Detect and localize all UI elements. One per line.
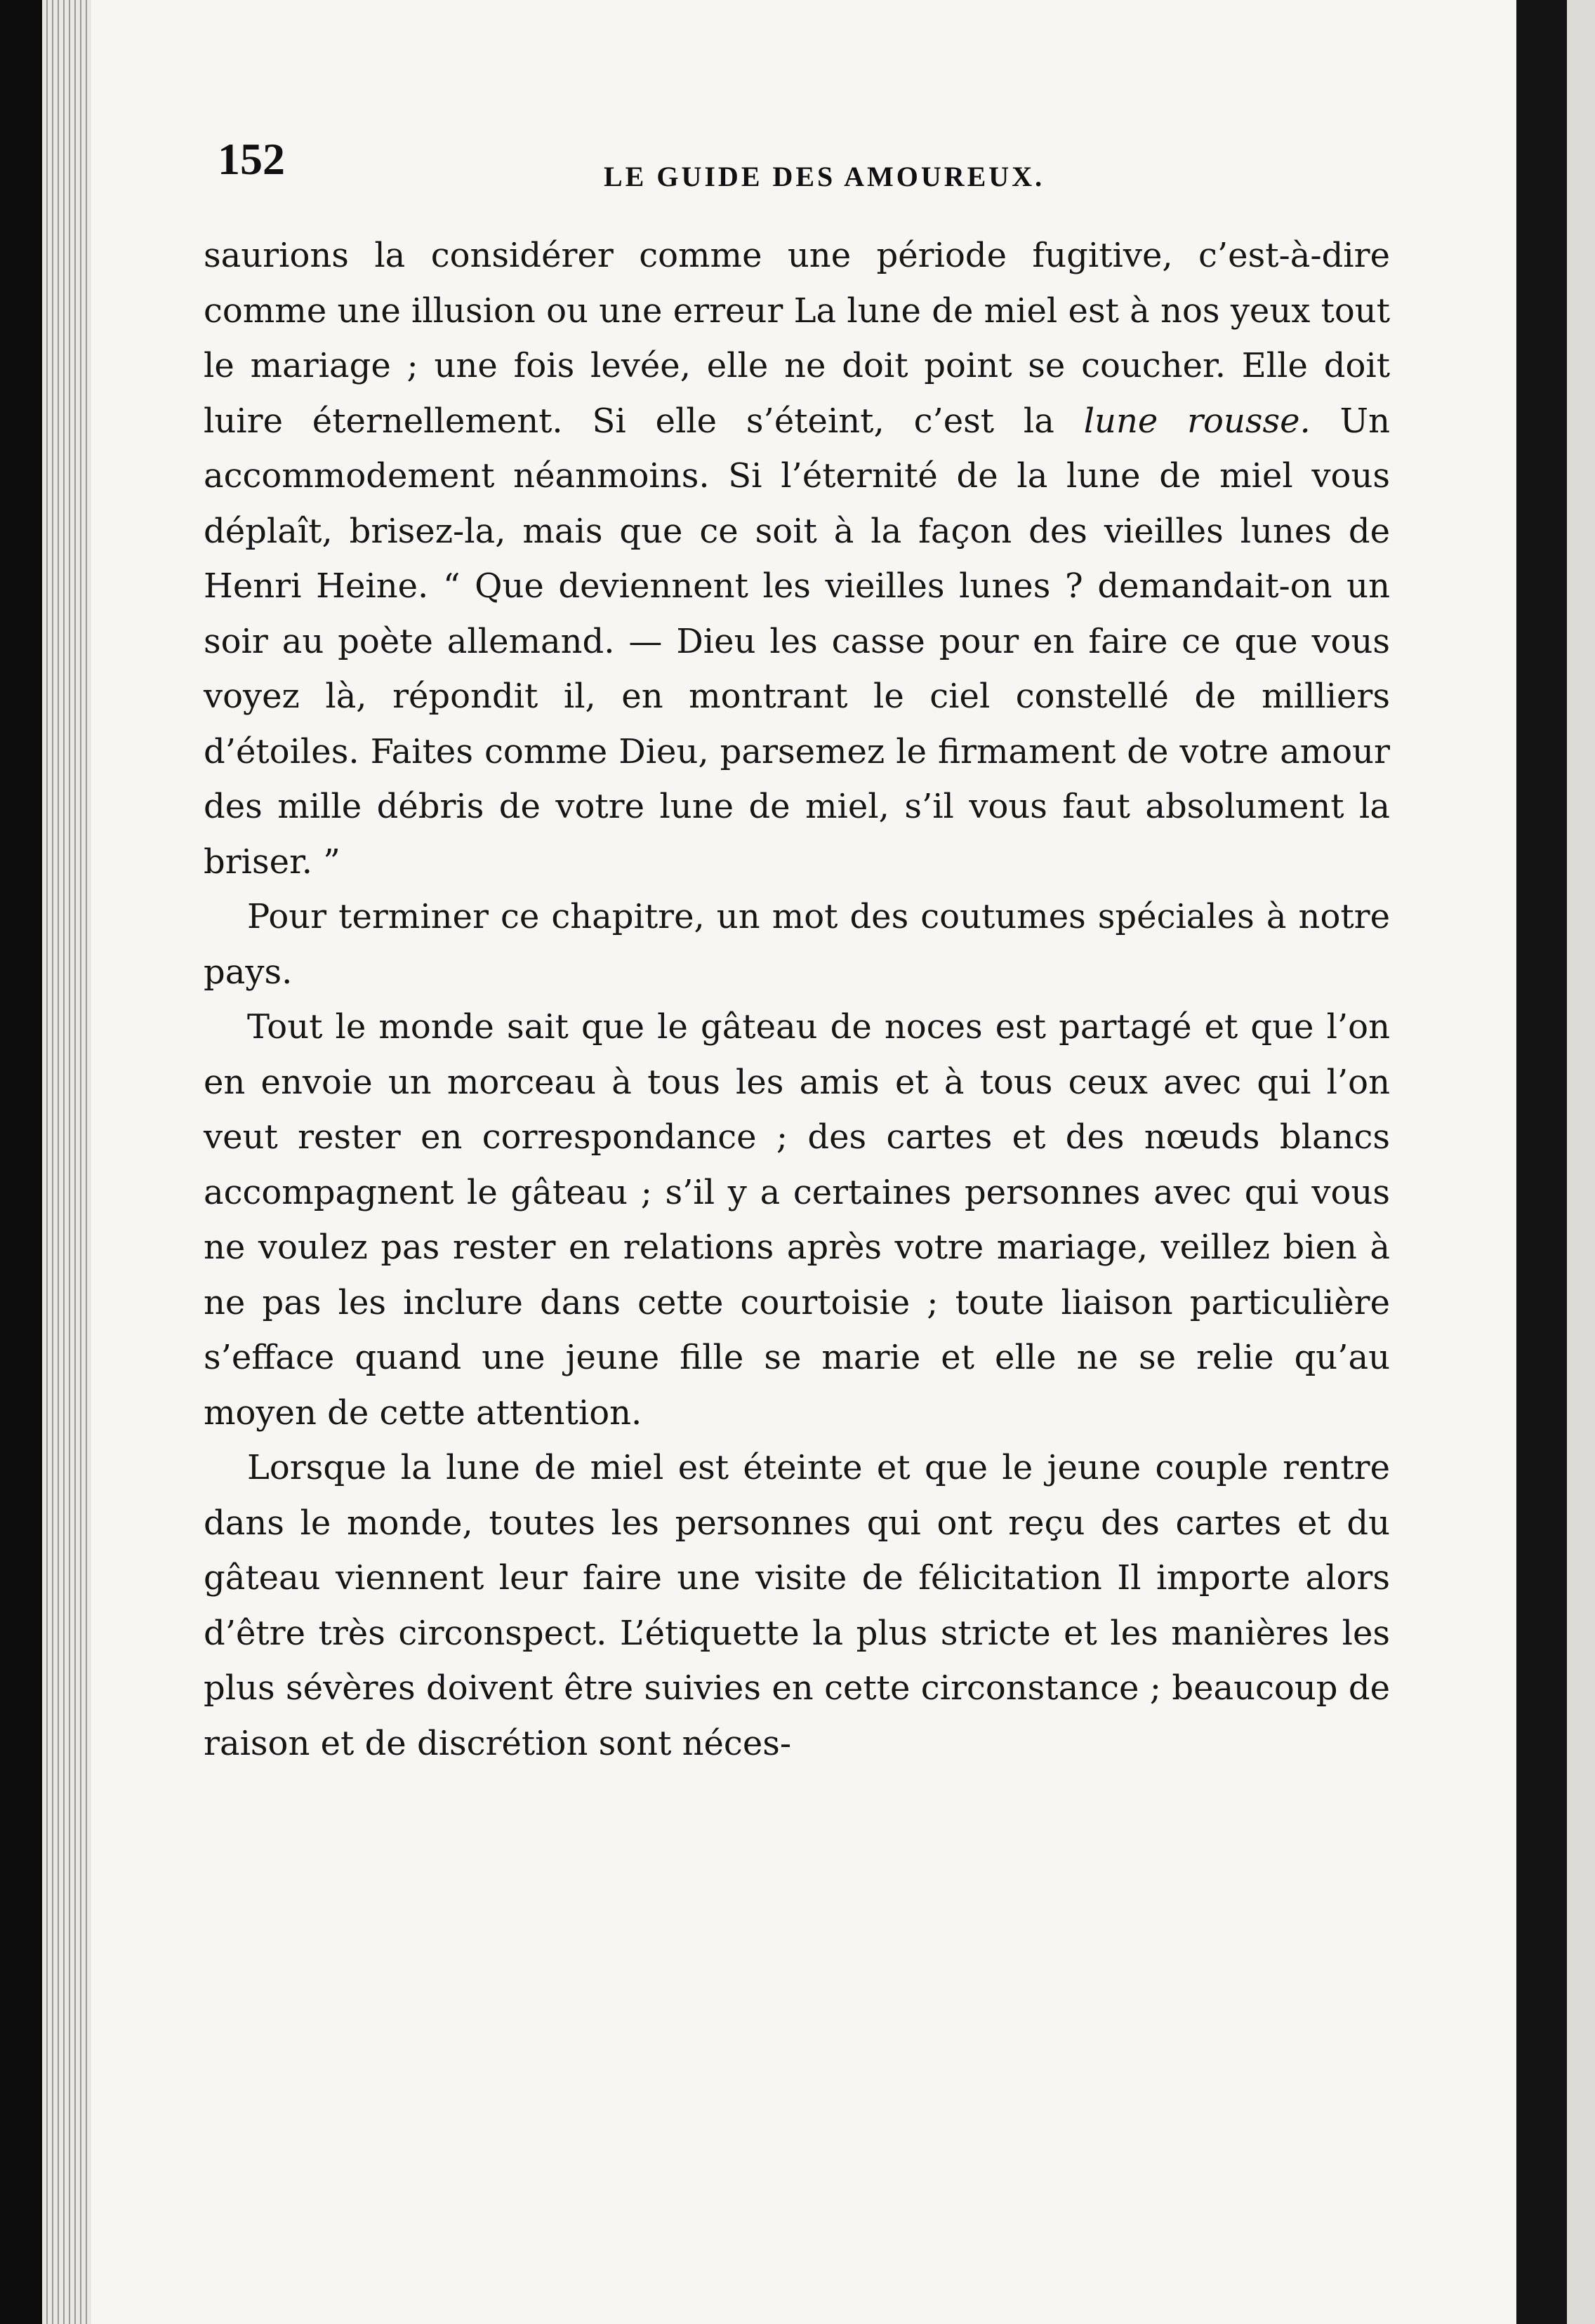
page-body [204,228,1390,1771]
paragraph-1-italic-phrase: lune rousse. [1083,401,1311,441]
next-page-edge [1567,0,1595,2324]
paragraph-4: Lorsque la lune de miel est éteinte et que le jeune couple rentre dans le monde, toutes les personnes qui ont reçu des cartes et du gâteau viennent leur faire une visite de félicitation Il importe alors d’être très circonspect. L’étiquette la plus stricte et les manières les plus sévères doivent être suivies en cette circonstance ; beaucoup de raison et de discrétion sont néces- [204,1448,1390,1763]
paragraph-1-text-start: saurions la considérer comme une période fugitive, c’est-à-dire comme une illusion ou une erreur La lune de miel est à nos yeux tout le mariage ; une fois levée, elle ne doit point se coucher. Elle doit luire éternellement. Si elle s’éteint, c’est la [204,236,1390,441]
page-edges [42,0,91,2324]
paragraph-1 [204,228,1390,889]
paragraph-1-text-end: Un accommodement néanmoins. Si l’éternité de la lune de miel vous déplaît, brisez-la, mais que ce soit à la façon des vieilles lunes de Henri Heine. “ Que deviennent les vieilles lunes ? demandait-on un soir au poète allemand. — Dieu les casse pour en faire ce que vous voyez là, répondit il, en montrant le ciel constellé de milliers d’étoiles. Faites comme Dieu, parsemez le firmament de votre amour des mille débris de votre lune de miel, s’il vous faut absolument la briser. ” [204,401,1391,882]
paragraph-2: Pour terminer ce chapitre, un mot des coutumes spéciales à notre pays. [204,897,1390,992]
page-number: 152 [218,134,285,184]
scan-left-border [0,0,42,2324]
paragraph-3: Tout le monde sait que le gâteau de noces est partagé et que l’on en envoie un morceau à tous les amis et à tous ceux avec qui l’on veut rester en correspondance ; des cartes et des nœuds blancs accompagnent le gâteau ; s’il y a certaines personnes avec qui vous ne voulez pas rester en relations après votre mariage, veillez bien à ne pas les inclure dans cette courtoisie ; toute liaison particulière s’efface quand une jeune fille se marie et elle ne se relie qu’au moyen de cette attention. [204,1007,1390,1433]
scan-right-gutter [1516,0,1567,2324]
page-header [218,133,1123,197]
running-title: LE GUIDE DES AMOUREUX. [604,161,1045,192]
